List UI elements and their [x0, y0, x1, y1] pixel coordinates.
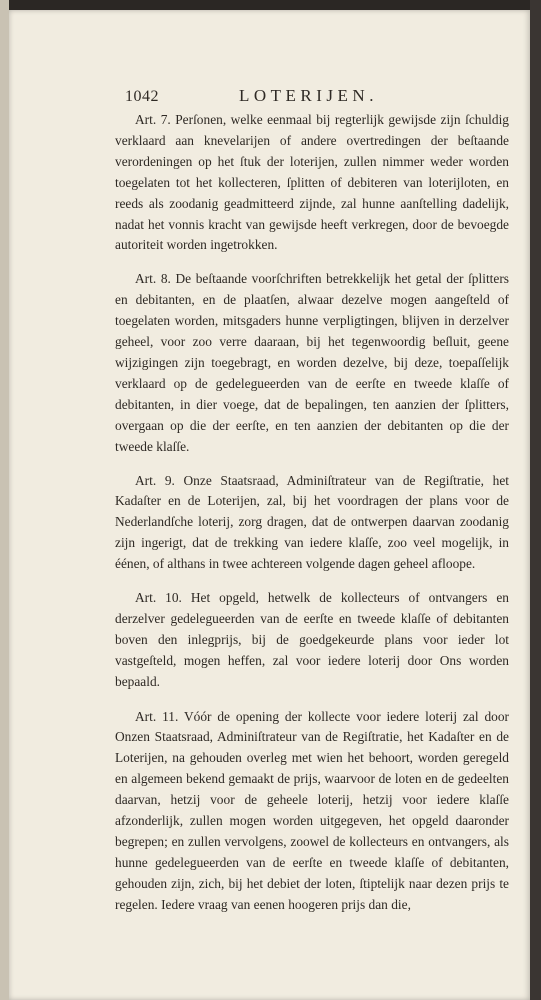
- scan-right-edge: [530, 0, 541, 1000]
- running-title: LOTERIJEN.: [239, 86, 378, 105]
- article-text: Vóór de opening der kollecte voor iedere loterij zal door Onzen Staatsraad, Adminiſtrateur van de Regiſtratie, het Kadaſter en de Loterijen, na gehouden overleg met wien het behoort, worden geregeld en algemeen bekend gemaakt de prijs, waarvoor de loten en de gedeelten daarvan, hetzij voor de geheele loterij, hetzij voor iedere klaſſe afzonderlijk, zullen mogen worden uitgegeven, het opgeld daaronder begrepen; en zullen vervolgens, zoowel de kollecteurs en ontvangers, als hunne gedelegueerden van de eerſte en tweede klaſſe of debitanten, gehouden zijn, zich, bij het debiet der loten, ſtiptelijk naar dezen prijs te regelen. Iedere vraag van eenen hoogeren prijs dan die,: [115, 708, 510, 912]
- article-label: Art. 9.: [135, 472, 175, 488]
- article-8: [115, 269, 509, 457]
- article-7: [115, 110, 509, 256]
- scan-left-edge: [0, 0, 9, 1000]
- article-11: [115, 707, 509, 916]
- article-label: Art. 10.: [135, 590, 182, 606]
- article-text: Perſonen, welke eenmaal bij regterlijk gewijsde zijn ſchuldig verklaard aan knevelarijen of andere overtredingen der beſtaande verordeningen op het ſtuk der loterijen, zullen nimmer weder worden toegelaten tot het kollecteren, ſplitten of debiteren van loterijloten, en reeds als zoodanig geadmitteerd zijnde, zal hunne aanſtelling dadelijk, nadat het vonnis kracht van gewijsde heeft verkregen, door de bevoegde autoriteit worden ingetrokken.: [115, 112, 509, 253]
- article-text: Het opgeld, hetwelk de kollecteurs of ontvangers en derzelver gedelegueerden van de eerſte en tweede klaſſe of debitanten boven den inlegprijs, bij de goedgekeurde plans voor ieder lot vastgeſteld, mogen heffen, zal voor iedere loterij door Ons worden bepaald.: [115, 590, 509, 689]
- page-header: [113, 86, 513, 112]
- article-10: [115, 588, 509, 693]
- article-label: Art. 11.: [135, 708, 179, 724]
- page-body: [115, 110, 509, 928]
- article-text: De beſtaande voorſchriften betrekkelijk het getal der ſplitters en debitanten, en de plaatſen, alwaar dezelve mogen aangeſteld of toegelaten worden, mitsgaders hunne verpligtingen, blijven in derzelver geheel, voor zoo verre daaraan, bij het tegenwoordig beſluit, geene wijzigingen zijn toegebragt, en worden dezelve, bij deze, toepaſſelijk verklaard op de gedelegueerden van de eerſte en tweede klaſſe of debitanten, in dier voege, dat de bepalingen, ten aanzien der ſplitters, overgaan op die der eerſte, en ten aanzien der debitanten op die der tweede klaſſe.: [115, 271, 510, 454]
- page-number: 1042: [125, 88, 159, 105]
- article-text: Onze Staatsraad, Adminiſtrateur van de Regiſtratie, het Kadaſter en de Loterijen, zal, bij het voordragen der plans voor de Nederlandſche loterij, zorg dragen, dat de ontwerpen daarvan zoodanig zijn ingerigt, dat de trekking van iedere klaſſe, zoo veel mogelijk, in éénen, of althans in twee achtereen volgende dagen geheel afloope.: [115, 472, 509, 572]
- article-label: Art. 7.: [135, 112, 171, 127]
- article-label: Art. 8.: [135, 271, 171, 287]
- article-9: [115, 471, 509, 576]
- scan-top-edge: [0, 0, 541, 10]
